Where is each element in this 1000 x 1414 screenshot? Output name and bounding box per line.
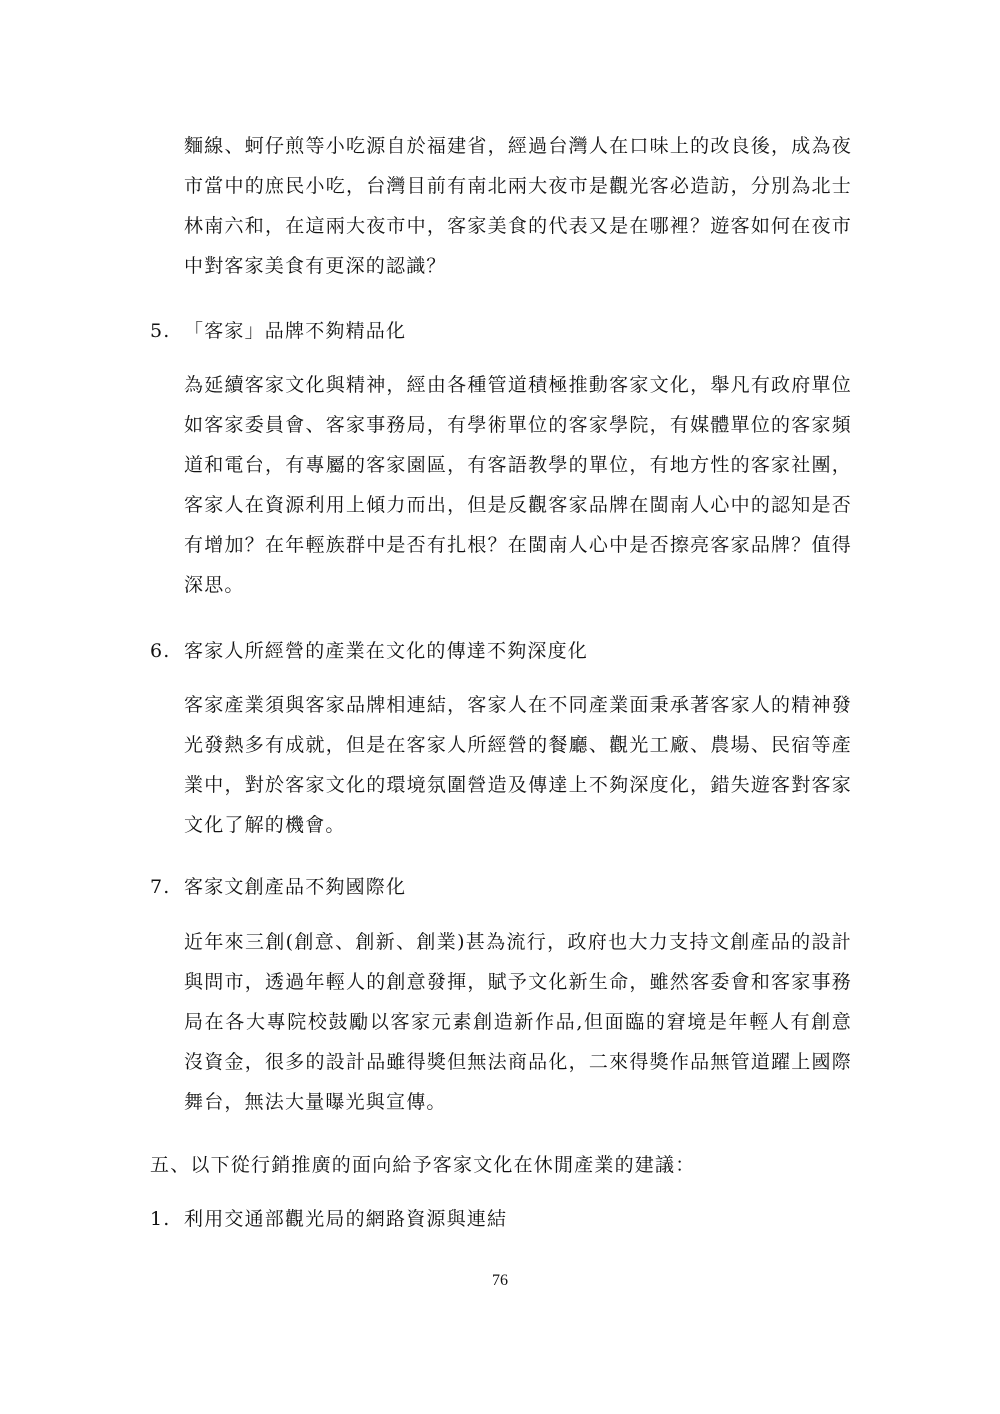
heading-text: 利用交通部觀光局的網路資源與連結 — [184, 1208, 508, 1230]
paragraph-cultural-creative: 近年來三創(創意、創新、創業)甚為流行，政府也大力支持文創產品的設計與問市，透過年輕人的創意發揮，賦予文化新生命，雖然客委會和客家事務局在各大專院校鼓勵以客家元素創造新作品,但面臨的窘境是年輕人有創意沒資金，很多的設計品雖得獎但無法商品化，二來得獎作品無管道躍上國際舞台，無法大量曝光與宣傳。 — [184, 931, 852, 1113]
heading-number: 5. — [150, 320, 171, 342]
heading-number: 6. — [150, 640, 171, 662]
heading-item-6 — [150, 631, 850, 671]
paragraph-hakka-brand: 為延續客家文化與精神，經由各種管道積極推動客家文化，舉凡有政府單位如客家委員會、客家事務局，有學術單位的客家學院，有媒體單位的客家頻道和電台，有專屬的客家園區，有客語教學的單位，有地方性的客家社團，客家人在資源利用上傾力而出，但是反觀客家品牌在閩南人心中的認知是否有增加？在年輕族群中是否有扎根？在閩南人心中是否擦亮客家品牌？值得深思。 — [184, 374, 852, 596]
paragraph-night-market: 麵線、蚵仔煎等小吃源自於福建省，經過台灣人在口味上的改良後，成為夜市當中的庶民小吃，台灣目前有南北兩大夜市是觀光客必造訪，分別為北士林南六和，在這兩大夜市中，客家美食的代表又是在哪裡？遊客如何在夜市中對客家美食有更深的認識？ — [184, 135, 852, 277]
heading-text: 「客家」品牌不夠精品化 — [184, 320, 407, 342]
heading-item-7 — [150, 867, 850, 907]
page-number: 76 — [492, 1272, 508, 1289]
paragraph-hakka-industry: 客家產業須與客家品牌相連結，客家人在不同產業面秉承著客家人的精神發光發熱多有成就，但是在客家人所經營的餐廳、觀光工廠、農場、民宿等產業中，對於客家文化的環境氛圍營造及傳達上不夠深度化，錯失遊客對客家文化了解的機會。 — [184, 694, 852, 836]
heading-number: 1. — [150, 1208, 171, 1230]
heading-number: 7. — [150, 876, 171, 898]
section-five-heading: 五、以下從行銷推廣的面向給予客家文化在休閒產業的建議： — [150, 1154, 696, 1176]
heading-text: 客家人所經營的產業在文化的傳達不夠深度化 — [184, 640, 589, 662]
heading-item-1 — [150, 1199, 850, 1239]
heading-item-5 — [150, 311, 850, 351]
heading-text: 客家文創產品不夠國際化 — [184, 876, 407, 898]
